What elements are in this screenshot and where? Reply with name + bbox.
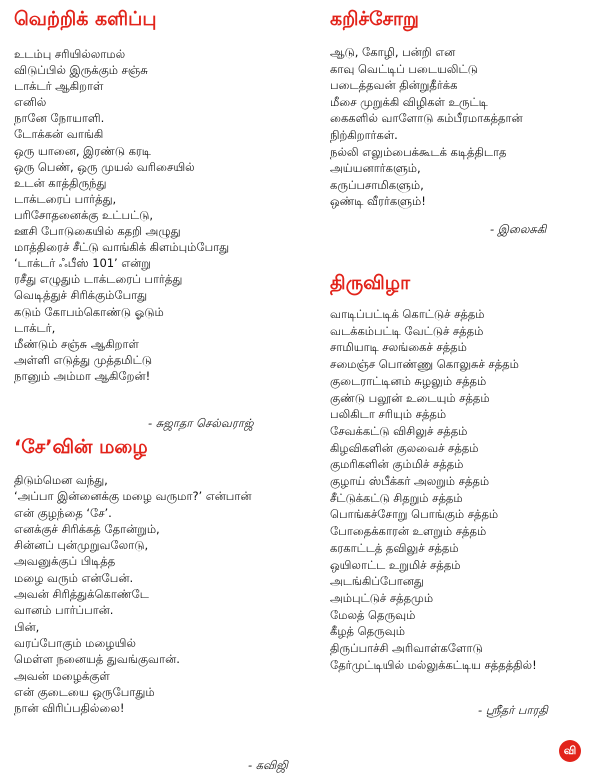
poem-line: கீழத் தெருவும்: [330, 624, 405, 639]
poem-line: நானே நோயாளி.: [14, 111, 105, 126]
poem-line: டாக்டர் ஆகிறாள்: [14, 79, 104, 94]
poem-line: பலிகிடா சரியும் சத்தம்: [330, 407, 447, 422]
poem-line: காவு வெட்டிப் படையலிட்டு: [330, 61, 478, 76]
poem-line: திருப்பாச்சி அரிவாள்களோடு: [330, 641, 483, 656]
poem-line: ‘அப்பா இன்னைக்கு மழை வருமா?’ என்பான்: [14, 489, 252, 504]
poem-line: திடும்மென வந்து,: [14, 473, 108, 487]
poem-line: சின்னப் புன்முறுவலோடு,: [14, 538, 149, 553]
poem-line: வடக்கம்பட்டி வேட்டுச் சத்தம்: [330, 323, 484, 338]
poem-line: என் குடையை ஒருபோதும்: [14, 684, 155, 699]
poem-line: நானும் அம்மா ஆகிறேன்!: [14, 368, 151, 383]
poem-line: சாமியாடி சலங்கைச் சத்தம்: [330, 340, 467, 355]
poem-line: குண்டு பலூன் உடையும் சத்தம்: [330, 390, 490, 405]
poem-line: விடுப்பில் இருக்கும் சஞ்சு: [14, 63, 148, 78]
poem-line: சமைஞ்ச பொண்ணு கொலுசுச் சத்தம்: [330, 357, 519, 372]
poem-line: டோக்கன் வாங்கி: [14, 127, 104, 142]
poem-line: உடன் காத்திருந்து: [14, 175, 107, 190]
poem-line: அவன் மழைக்குள்: [14, 668, 110, 683]
poem-line: பரிசோதனைக்கு உட்பட்டு,: [14, 207, 154, 222]
poem-byline: - இலைசுகி: [490, 222, 547, 236]
poem-line: நிற்கிறார்கள்.: [330, 127, 398, 142]
poem-line: படைத்தவன் தின்றுதீர்க்க: [330, 78, 458, 93]
poem-line: என் குழந்தை ‘சே’.: [14, 505, 112, 520]
poem-byline: - ஸ்ரீதர் பாரதி: [478, 703, 548, 717]
poem-line: வெடித்துச் சிரிக்கும்போது: [14, 288, 148, 303]
poem-line: அவன் சிரித்துக்கொண்டே: [14, 587, 149, 602]
poem-line: குழாய் ஸ்பீக்கர் அலறும் சத்தம்: [330, 474, 490, 489]
poem-line: அம்புட்டுச் சத்தமும்: [330, 590, 434, 605]
poem-line: மேலத் தெருவும்: [330, 607, 416, 622]
poem-line: ரசீது எழுதும் டாக்டரைப் பார்த்து: [14, 272, 183, 287]
poem-line: கரகாட்டத் தவிலுச் சத்தம்: [330, 540, 459, 555]
poem-line: தேர்முட்டியில் மல்லுக்கட்டிய சத்தத்தில்!: [330, 657, 537, 672]
poem-line: பொங்கச்சோறு பொங்கும் சத்தம்: [330, 507, 499, 522]
poem-body: [330, 44, 523, 210]
poem-line: டாக்டர்,: [14, 320, 56, 335]
poem-line: ஒரு பெண், ஒரு முயல் வரிசையில்: [14, 159, 195, 174]
poem-line: அய்யனார்களும்,: [330, 161, 421, 176]
poem-line: எனக்குச் சிரிக்கத் தோன்றும்,: [14, 521, 160, 536]
poem-body: [330, 306, 537, 673]
poem-line: குடைராட்டினம் சுழலும் சத்தம்: [330, 373, 487, 388]
poem-line: எனில்: [14, 95, 47, 110]
poem-line: சீட்டுக்கட்டு சிதறும் சத்தம்: [330, 490, 463, 505]
poem-line: அவனுக்குப் பிடித்த: [14, 554, 116, 569]
poem-byline: - கவிஜி: [248, 758, 288, 772]
poem-title: திருவிழா: [330, 272, 411, 294]
poem-line: ஊசி போடுகையில் கதறி அழுது: [14, 224, 181, 239]
poem-title: கறிச்சோறு: [330, 8, 419, 30]
poem-chevin-mazhai: [14, 436, 252, 716]
poem-karichoru: [330, 8, 523, 210]
poem-line: ஒரு யானை, இரண்டு கரடி: [14, 143, 151, 158]
poem-line: மாத்திரைச் சீட்டு வாங்கிக் கிளம்பும்போது: [14, 240, 230, 255]
poem-line: நான் விரிப்பதில்லை!: [14, 701, 125, 716]
poem-line: வாடிப்பட்டிக் கொட்டுச் சத்தம்: [330, 307, 485, 321]
page-number-badge: வி: [559, 740, 581, 762]
poem-line: சேவக்கட்டு விசிலுச் சத்தம்: [330, 423, 468, 438]
poem-line: கைகளில் வாளோடு கம்பீரமாகத்தான்: [330, 111, 523, 126]
poem-line: வானம் பார்ப்பான்.: [14, 603, 114, 618]
poem-line: போதைக்காரன் உளறும் சத்தம்: [330, 524, 487, 539]
poem-line: நல்லி எலும்பைக்கூடக் கடித்திடாத: [330, 144, 507, 159]
poem-body: [14, 472, 252, 716]
poem-line: குமரிகளின் கும்மிச் சத்தம்: [330, 457, 464, 472]
poem-line: ஆடு, கோழி, பன்றி என: [330, 45, 456, 59]
poem-title: வெற்றிக் களிப்பு: [14, 8, 157, 30]
poem-vetrik-kalippu: [14, 8, 229, 384]
poem-title: ‘சே’வின் மழை: [14, 436, 148, 458]
poem-body: [14, 46, 229, 384]
poem-line: கடும் கோபம்கொண்டு ஓடும்: [14, 304, 164, 319]
poem-line: மெள்ள நனையத் துவங்குவான்.: [14, 652, 180, 667]
poem-line: உடம்பு சரியில்லாமல்: [14, 47, 126, 61]
poem-line: மீசை முறுக்கி விழிகள் உருட்டி: [330, 94, 488, 109]
poem-line: கருப்பசாமிகளும்,: [330, 177, 424, 192]
poem-byline: - சுஜாதா செல்வராஜ்: [148, 416, 254, 430]
poem-line: வரப்போகும் மழையில்: [14, 635, 136, 650]
poem-line: ஒண்டி வீரர்களும்!: [330, 194, 426, 209]
poem-line: கிழவிகளின் குலவைச் சத்தம்: [330, 440, 479, 455]
poem-line: அள்ளி எடுத்து முத்தமிட்டு: [14, 352, 152, 367]
poem-line: மழை வரும் என்பேன்.: [14, 570, 134, 585]
poem-line: பின்,: [14, 619, 40, 634]
poem-line: டாக்டரைப் பார்த்து,: [14, 191, 117, 206]
poem-line: அடங்கிப்போனது: [330, 574, 424, 589]
poem-line: ‘டாக்டர் ஃபீஸ் 101’ என்று: [14, 256, 151, 271]
poem-line: மீண்டும் சஞ்சு ஆகிறாள்: [14, 336, 139, 351]
poem-line: ஒயிலாட்ட உறுமிச் சத்தம்: [330, 557, 461, 572]
poem-thiruvizha: [330, 272, 537, 673]
